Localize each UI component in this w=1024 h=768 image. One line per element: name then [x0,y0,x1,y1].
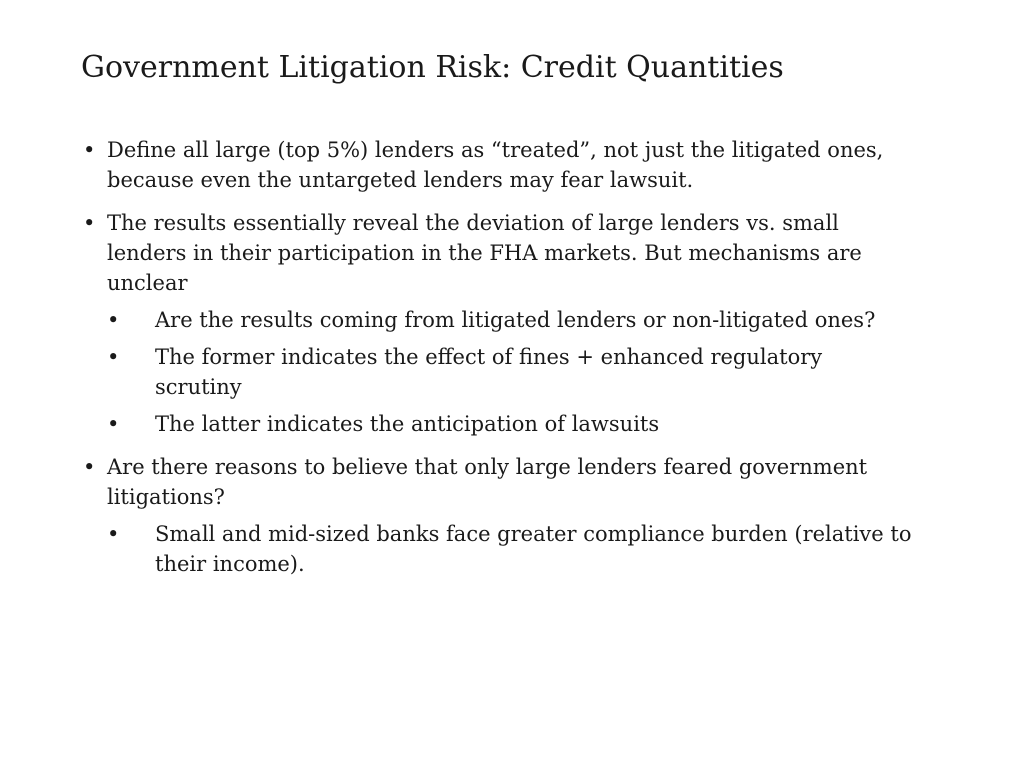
bullet-item [80,208,917,439]
sub-bullet-list [107,305,917,439]
sub-bullet-item [80,519,931,579]
sub-bullet-dot: • [107,412,120,436]
bullet-text: Define all large (top 5%) lenders as “treated”, not just the litigated ones, because even the untargeted lenders may fear lawsuit. [107,138,884,192]
bullet-item [80,135,957,195]
sub-bullet-dot: • [107,345,120,369]
bullet-text: The results essentially reveal the deviation of large lenders vs. small lenders in their participation in the FHA markets. But mechanisms are unclear [107,211,862,295]
sub-bullet-text: The former indicates the effect of fines + enhanced regulatory scrutiny [155,345,823,399]
bullet-list [80,135,950,592]
sub-bullet-text: The latter indicates the anticipation of lawsuits [155,412,660,436]
sub-bullet-item [80,409,891,439]
sub-bullet-dot: • [107,308,120,332]
sub-bullet-item [80,342,891,402]
sub-bullet-item [80,305,931,335]
sub-bullet-text: Small and mid-sized banks face greater compliance burden (relative to their income). [155,522,912,576]
sub-bullet-text: Are the results coming from litigated lenders or non-litigated ones? [155,308,876,332]
bullet-item [80,452,917,579]
bullet-dot: • [83,455,96,479]
bullet-dot: • [83,138,96,162]
bullet-dot: • [83,211,96,235]
bullet-text: Are there reasons to believe that only large lenders feared government litigations? [107,455,868,509]
sub-bullet-list [107,519,917,579]
slide-title: Government Litigation Risk: Credit Quantities [81,50,784,85]
sub-bullet-dot: • [107,522,120,546]
